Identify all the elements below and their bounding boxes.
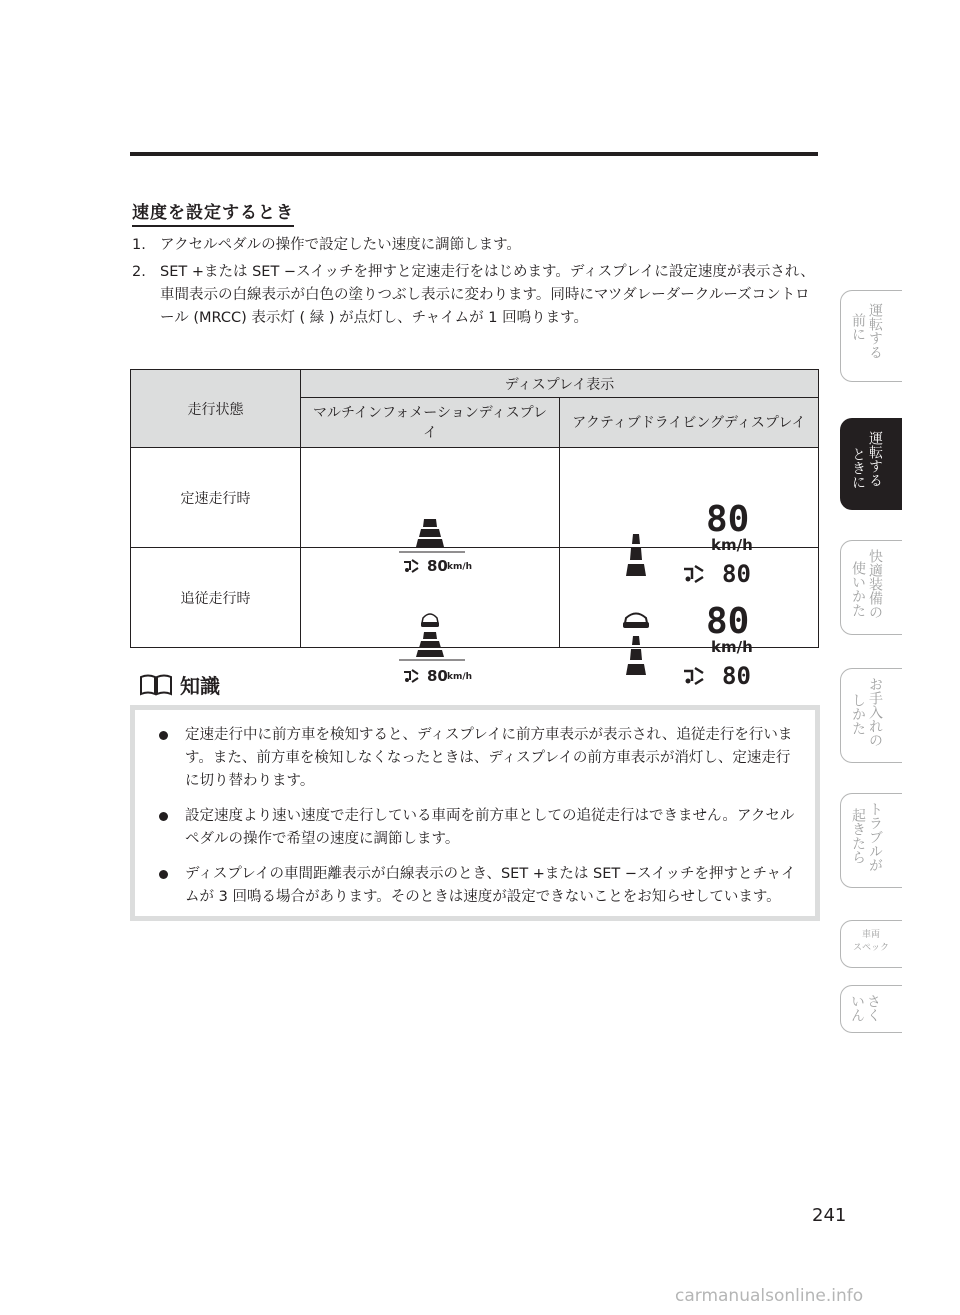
speed-readout: 80 — [706, 498, 750, 540]
tab-label: しかた — [850, 693, 866, 735]
tab-label: 運転する — [867, 303, 883, 359]
tab-label: 前に — [850, 313, 866, 341]
tab-maintenance[interactable] — [840, 668, 902, 763]
tab-label: お手入れの — [867, 677, 883, 747]
tab-label: ときに — [850, 447, 866, 489]
step-number: 2. — [132, 264, 146, 280]
bullet — [159, 870, 168, 879]
step-number: 1. — [132, 237, 146, 253]
speed-unit: km/h — [711, 535, 753, 554]
table-row — [131, 448, 819, 548]
set-speed-value: 80 — [427, 556, 448, 575]
tab-when-driving[interactable] — [840, 418, 902, 510]
knowledge-title-text: 知識 — [180, 674, 220, 698]
tab-label: 起きたら — [850, 808, 866, 864]
set-speed-value: 80 — [427, 666, 448, 685]
tab-label: 使いかた — [850, 561, 866, 617]
state-cell: 追従走行時 — [131, 548, 301, 648]
set-speed-value: 80 — [722, 661, 751, 690]
header-state: 走行状態 — [131, 370, 301, 448]
header-display: ディスプレイ表示 — [301, 370, 819, 398]
active-driving-display-cell — [560, 448, 819, 588]
book-icon — [138, 673, 174, 697]
tab-label: いん — [849, 994, 865, 1022]
knowledge-text: 設定速度より速い速度で走行している車両を前方車としての追従走行はできません。アクセルペダルの操作で希望の速度に調節します。 — [185, 808, 795, 847]
tab-index[interactable] — [840, 985, 902, 1033]
speed-unit: km/h — [447, 671, 473, 682]
tab-vehicle-specs[interactable] — [840, 920, 902, 968]
header-active-driving: アクティブドライビングディスプレイ — [560, 398, 819, 448]
tab-troubleshooting[interactable] — [840, 793, 902, 888]
step-text: アクセルペダルの操作で設定したい速度に調節します。 — [160, 237, 521, 253]
set-speed-value: 80 — [722, 559, 751, 588]
speed-unit: km/h — [447, 561, 473, 572]
tab-label: トラブルが — [867, 802, 883, 872]
step-item — [132, 261, 820, 330]
multi-info-display-cell — [301, 448, 560, 575]
list-item — [153, 805, 803, 851]
step-list — [132, 234, 820, 330]
bullet — [159, 731, 168, 740]
tab-label: 運転する — [867, 431, 883, 487]
bullet — [159, 812, 168, 821]
distance-bars-icon — [301, 498, 560, 598]
knowledge-text: 定速走行中に前方車を検知すると、ディスプレイに前方車表示が表示され、追従走行を行います。また、前方車を検知しなくなったときは、ディスプレイの前方車表示が消灯し、定速走行に切り替わります。 — [185, 727, 793, 789]
section-heading: 速度を設定するとき — [132, 198, 294, 227]
state-cell: 定速走行時 — [131, 448, 301, 548]
list-item — [153, 724, 803, 793]
speed-readout: 80 — [706, 600, 750, 642]
top-rule — [130, 152, 818, 156]
page-number: 241 — [812, 1205, 847, 1226]
cruise-indicator-icon — [402, 668, 422, 684]
cruise-indicator-icon — [682, 666, 706, 686]
lead-car-icon — [421, 614, 439, 627]
tab-label: 快適装備の — [867, 549, 883, 619]
tab-comfort-equipment[interactable] — [840, 540, 902, 635]
lead-car-icon — [623, 613, 649, 628]
list-item — [153, 863, 803, 909]
tab-label: 車両 スペック — [852, 930, 889, 953]
knowledge-title — [138, 670, 220, 699]
tab-before-driving[interactable] — [840, 290, 902, 382]
header-multi-info: マルチインフォメーションディスプレイ — [301, 398, 560, 448]
cruise-indicator-icon — [682, 564, 706, 584]
watermark: carmanualsonline.info — [675, 1286, 864, 1306]
knowledge-box — [130, 705, 820, 921]
step-text: SET +または SET −スイッチを押すと定速走行をはじめます。ディスプレイに設定速度が表示され、車間表示の白線表示が白色の塗りつぶし表示に変わります。同時にマツダレーダークルーズコントロール (MRCC) 表示灯 ( 緑 ) が点灯し、チャイムが 1 回鳴ります。 — [160, 264, 815, 326]
step-item — [132, 234, 820, 257]
tab-label: さく — [865, 994, 881, 1022]
speed-unit: km/h — [711, 637, 753, 656]
cruise-indicator-icon — [402, 558, 422, 574]
knowledge-text: ディスプレイの車間距離表示が白線表示のとき、SET +または SET −スイッチを押すとチャイムが 3 回鳴る場合があります。そのときは速度が設定できないことをお知らせしています。 — [185, 866, 796, 905]
